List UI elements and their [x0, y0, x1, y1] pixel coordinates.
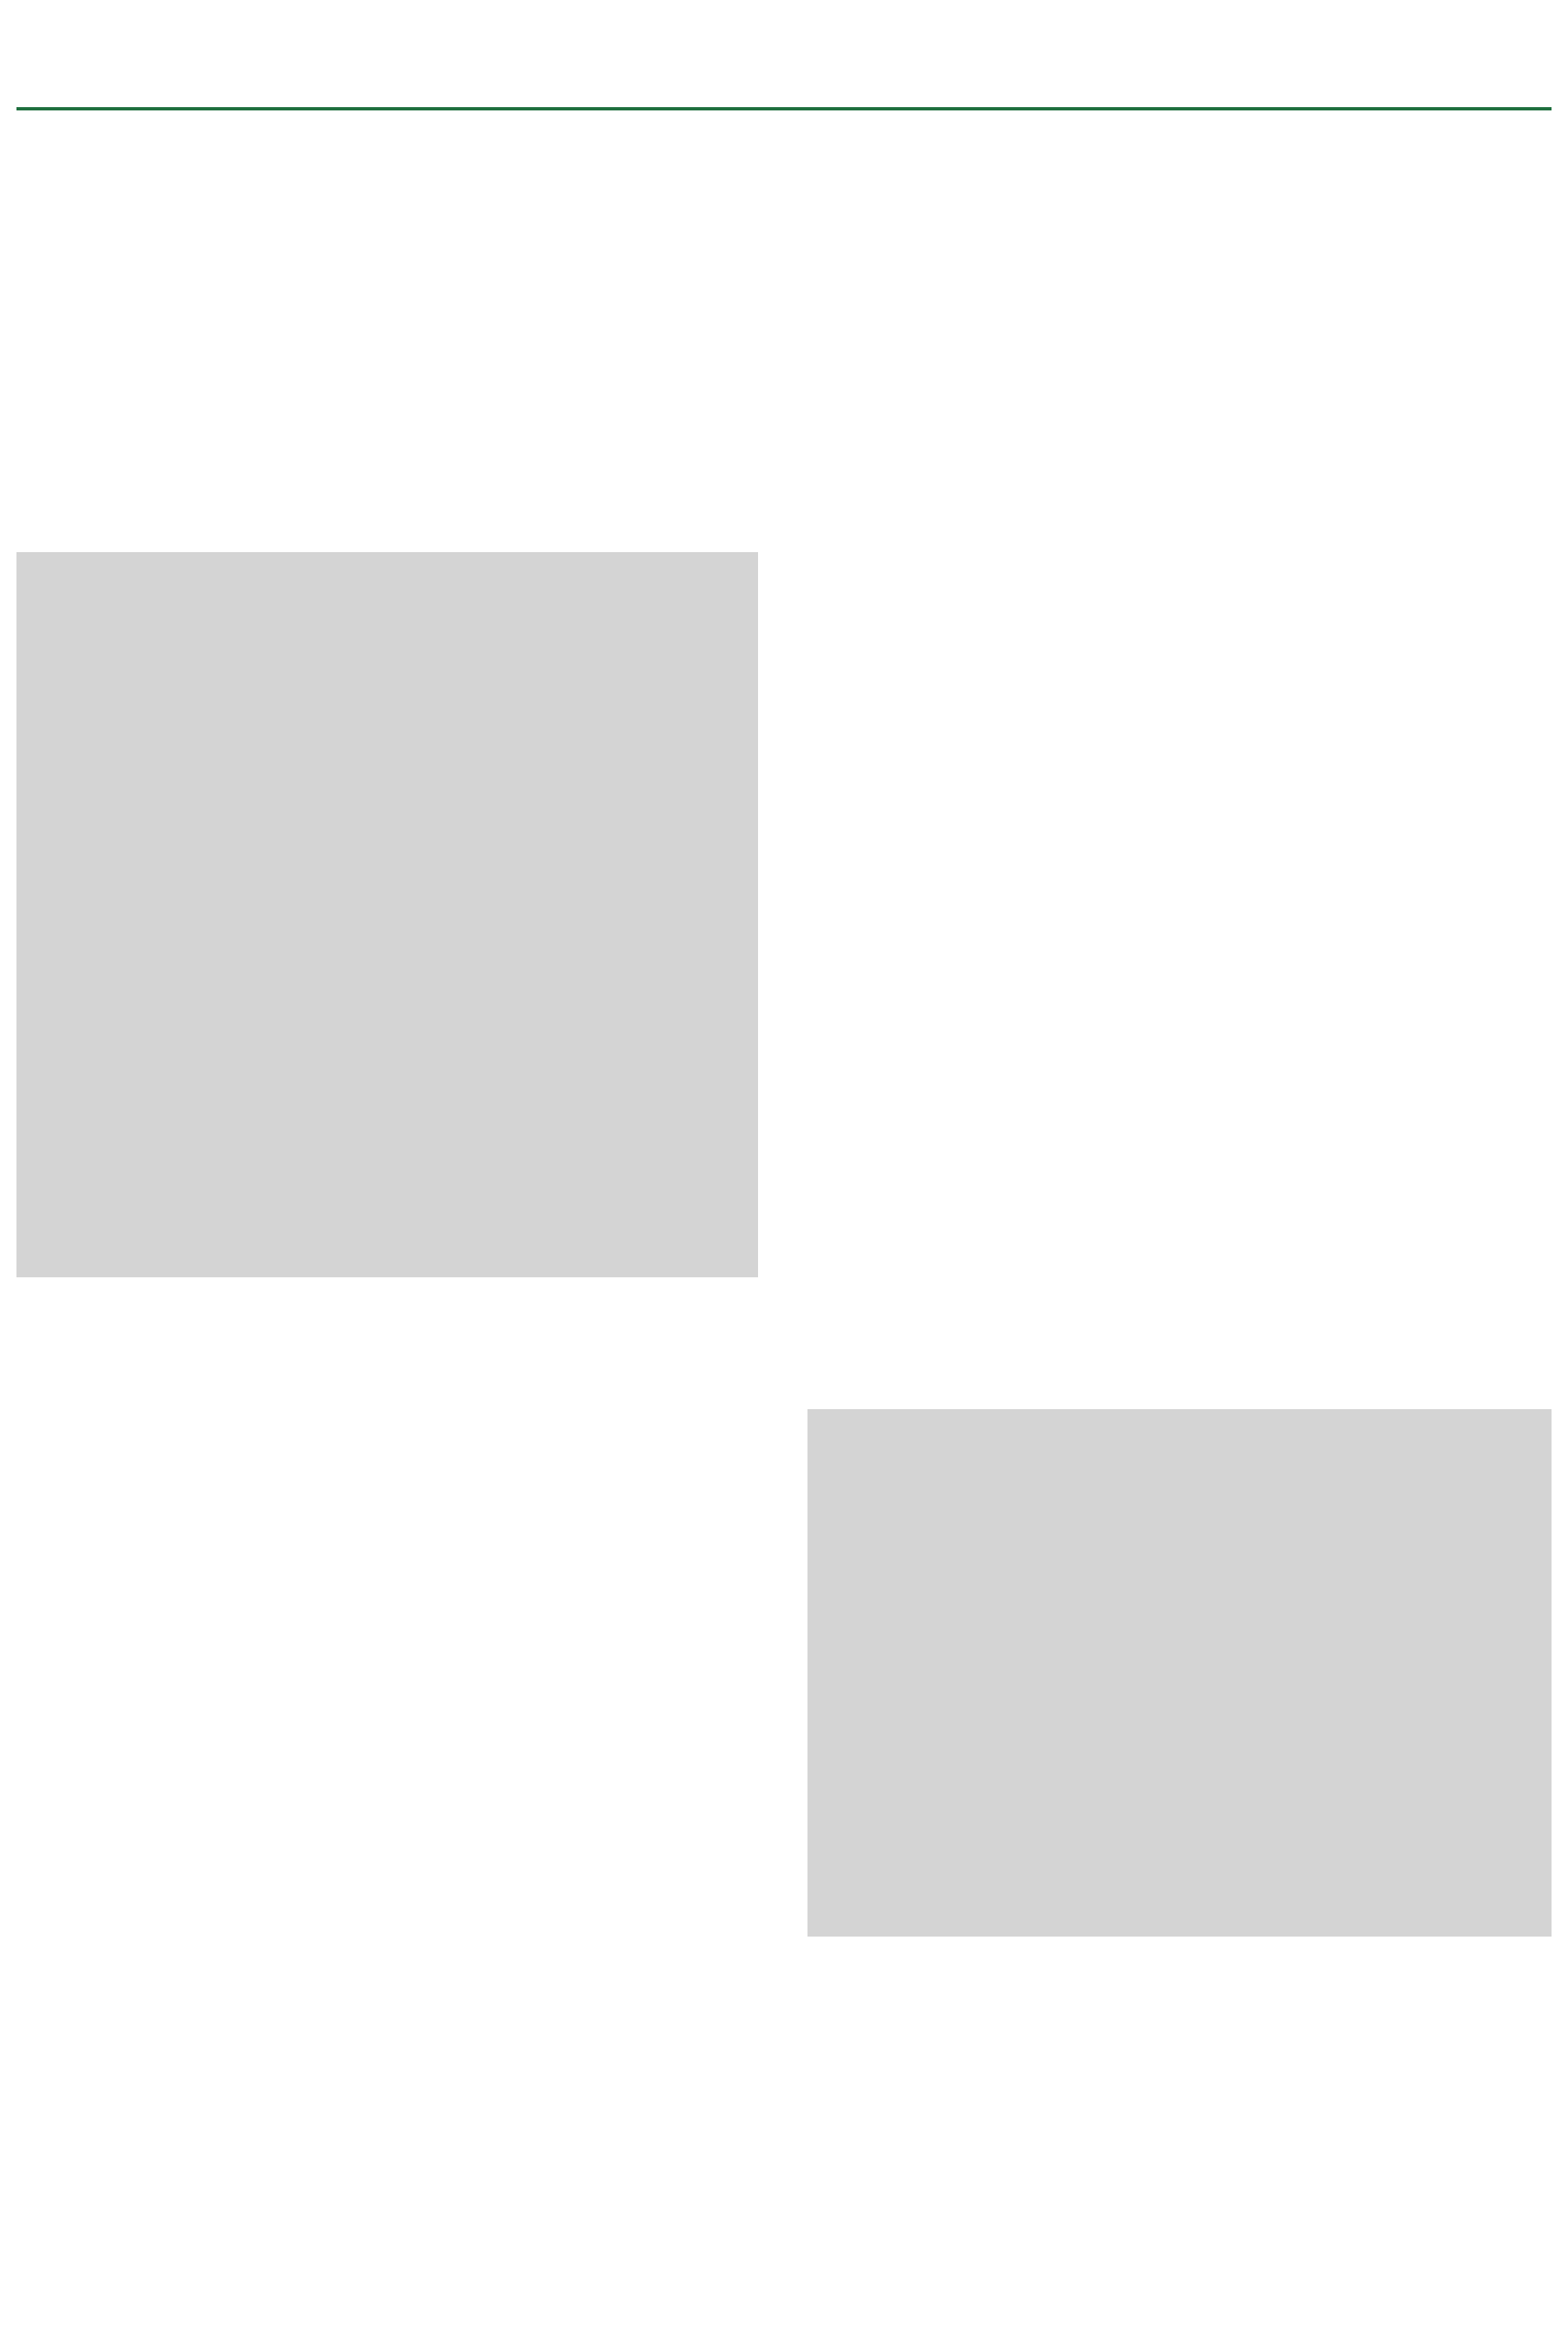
photo-family-education [807, 1409, 1552, 1937]
header-rule [16, 107, 1552, 110]
photo-construction-site [16, 552, 758, 1277]
